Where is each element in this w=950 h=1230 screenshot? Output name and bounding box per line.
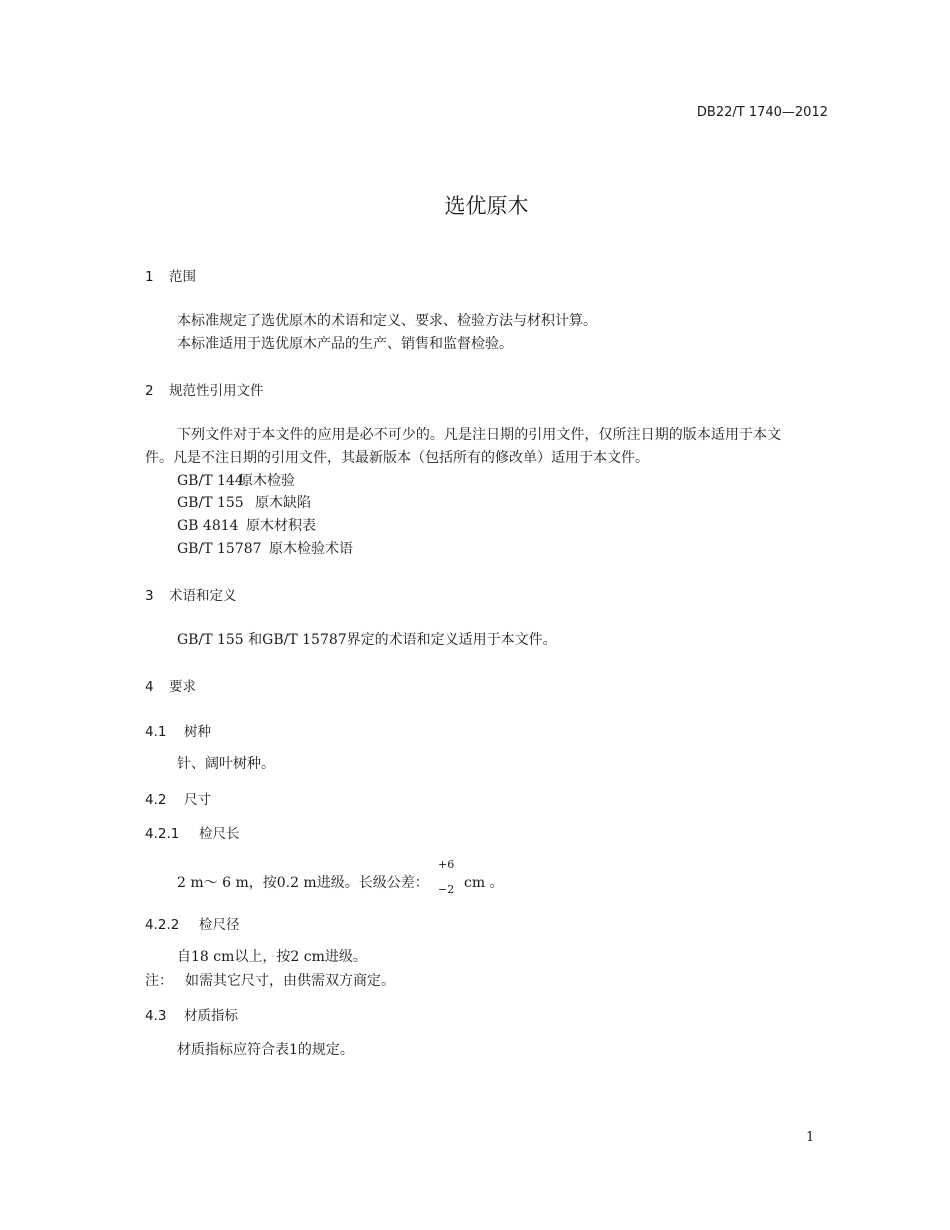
reference-item	[177, 470, 295, 490]
section-number: 4.2	[145, 792, 167, 808]
section-title: 术语和定义	[169, 588, 237, 604]
page-number: 1	[806, 1130, 815, 1145]
section-title: 检尺径	[199, 917, 240, 933]
section-title: 规范性引用文件	[169, 383, 264, 399]
reference-item	[177, 492, 311, 512]
paragraph: 2 m～ 6 m，按0.2 m进级。长级公差：	[177, 875, 429, 891]
note-text: 如需其它尺寸，由供需双方商定。	[185, 973, 395, 989]
section-2-heading	[145, 379, 264, 399]
tolerance-lower: −2	[438, 883, 455, 896]
subsection-4-1-heading	[145, 720, 211, 740]
reference-code: GB/T 15787	[177, 541, 262, 557]
reference-code: GB 4814	[177, 518, 239, 534]
section-title: 材质指标	[184, 1008, 238, 1024]
subsection-4-2-1-heading	[145, 822, 240, 842]
section-number: 4.2.1	[145, 826, 180, 842]
section-number: 4.2.2	[145, 917, 180, 933]
reference-code: GB/T 144	[177, 473, 244, 489]
tolerance-upper: +6	[438, 858, 455, 871]
paragraph: 本标准适用于选优原木产品的生产、销售和监督检验。	[177, 336, 513, 352]
paragraph: 材质指标应符合表1的规定。	[177, 1042, 354, 1058]
section-number: 4	[145, 679, 154, 695]
reference-item	[177, 515, 316, 535]
section-title: 检尺长	[199, 826, 240, 842]
reference-code: GB/T 155	[177, 495, 244, 511]
standard-number: DB22/T 1740—2012	[696, 105, 828, 120]
paragraph: 针、阔叶树种。	[177, 756, 275, 772]
paragraph: 本标准规定了选优原木的术语和定义、要求、检验方法与材积计算。	[177, 313, 597, 329]
reference-title: 原木检验	[239, 473, 295, 489]
section-title: 范围	[169, 269, 196, 285]
paragraph: GB/T 155 和GB/T 15787界定的术语和定义适用于本文件。	[177, 632, 557, 648]
section-number: 3	[145, 588, 154, 604]
note-label: 注：	[145, 973, 173, 989]
reference-item	[177, 538, 353, 558]
tolerance-unit: cm 。	[464, 875, 504, 891]
section-title: 要求	[169, 679, 196, 695]
subsection-4-2-heading	[145, 788, 211, 808]
document-title: 选优原木	[444, 194, 529, 218]
section-number: 1	[145, 269, 154, 285]
section-3-heading	[145, 584, 237, 604]
section-number: 4.3	[145, 1008, 167, 1024]
subsection-4-2-2-heading	[145, 913, 240, 933]
reference-title: 原木材积表	[246, 518, 316, 534]
section-number: 2	[145, 383, 154, 399]
section-number: 4.1	[145, 724, 167, 740]
paragraph: 自18 cm以上，按2 cm进级。	[177, 949, 367, 965]
reference-title: 原木检验术语	[269, 541, 353, 557]
subsection-4-3-heading	[145, 1004, 238, 1024]
paragraph: 下列文件对于本文件的应用是必不可少的。凡是注日期的引用文件，仅所注日期的版本适用于本文	[177, 427, 782, 443]
section-title: 树种	[184, 724, 211, 740]
section-title: 尺寸	[184, 792, 211, 808]
section-4-heading	[145, 675, 196, 695]
reference-title: 原木缺陷	[255, 495, 311, 511]
section-1-heading	[145, 265, 196, 285]
note	[145, 970, 395, 990]
paragraph-continuation: 件。凡是不注日期的引用文件，其最新版本（包括所有的修改单）适用于本文件。	[145, 450, 649, 466]
